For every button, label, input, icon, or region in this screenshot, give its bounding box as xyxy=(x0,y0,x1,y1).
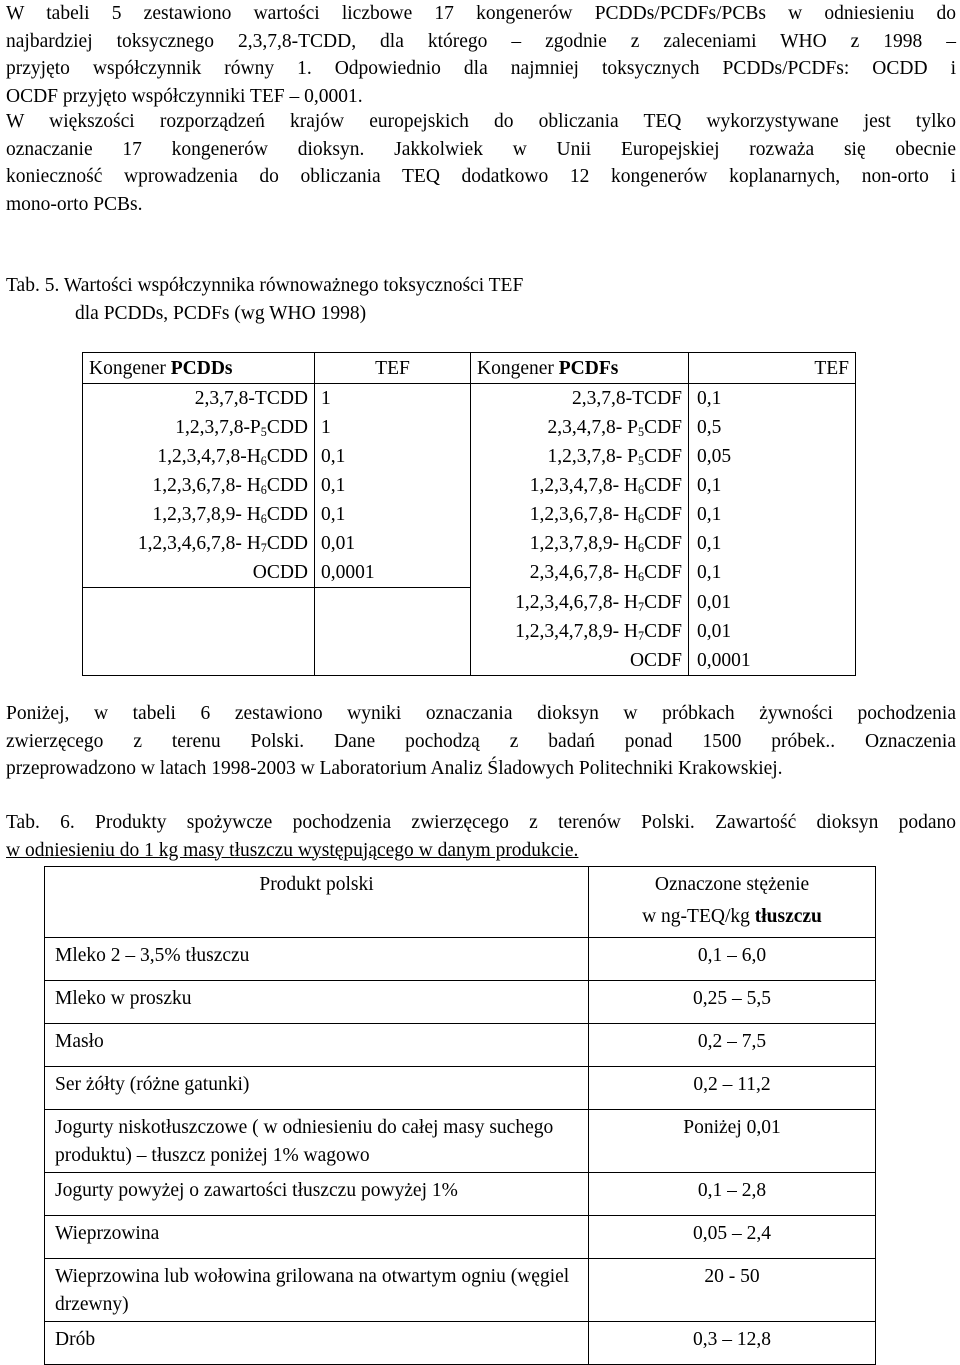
product-name-cell: Wieprzowina xyxy=(45,1216,589,1259)
table-row xyxy=(45,981,876,1024)
pcdd-congener-cell: 1,2,3,4,6,7,8- $H_7CDD$ xyxy=(83,529,315,558)
tef-value-cell: 0,1 xyxy=(689,558,856,588)
text-line: przyjęto współczynnik równy 1. Odpowiednio dla najmniej toksycznych PCDDs/PCDFs: OCDD i xyxy=(6,58,956,79)
pcdf-congener-cell: 2,3,4,6,7,8- $H_6CDF$ xyxy=(471,558,689,588)
tef-value-cell xyxy=(315,588,471,618)
header-cell: TEF xyxy=(315,353,471,384)
table6-caption xyxy=(6,809,956,864)
concentration-cell: 0,2 – 11,2 xyxy=(589,1067,876,1110)
tef-value-cell: 1 xyxy=(315,413,471,442)
product-name-cell: Jogurty powyżej o zawartości tłuszczu powyżej 1% xyxy=(45,1173,589,1216)
concentration-cell: 0,1 – 2,8 xyxy=(589,1173,876,1216)
header-cell: Kongener PCDDs xyxy=(83,353,315,384)
text-line: oznaczanie 17 kongenerów dioksyn. Jakkolwiek w Unii Europejskiej rozważa się obecnie xyxy=(6,138,956,160)
table-row xyxy=(83,442,856,471)
text-line: W tabeli 5 zestawiono wartości liczbowe 17 kongenerów PCDDs/PCDFs/PCBs w odniesieniu do xyxy=(6,3,956,24)
tef-value-cell xyxy=(315,646,471,676)
product-name-cell: Wieprzowina lub wołowina grilowana na otwartym ogniu (węgiel drzewny) xyxy=(45,1259,589,1322)
product-name-cell: Mleko 2 – 3,5% tłuszczu xyxy=(45,938,589,981)
pcdf-congener-cell: OCDF xyxy=(471,646,689,676)
concentration-cell: Poniżej 0,01 xyxy=(589,1110,876,1173)
product-name-cell: Masło xyxy=(45,1024,589,1067)
text-line: OCDF przyjęto współczynniki TEF – 0,0001. xyxy=(6,85,363,107)
table-row xyxy=(83,384,856,414)
tef-value-cell: 0,01 xyxy=(689,617,856,646)
table-row xyxy=(45,938,876,981)
text-line: Poniżej, w tabeli 6 zestawiono wyniki oznaczania dioksyn w próbkach żywności pochodzenia xyxy=(6,703,956,724)
text-line: przeprowadzono w latach 1998-2003 w Laboratorium Analiz Śladowych Politechniki Krakowskiej. xyxy=(6,758,783,779)
product-name-cell: Ser żółty (różne gatunki) xyxy=(45,1067,589,1110)
table-row xyxy=(45,1259,876,1322)
caption-line: Tab. 5. Wartości współczynnika równoważnego toksyczności TEF xyxy=(6,275,524,296)
pcdf-congener-cell: 2,3,7,8-TCDF xyxy=(471,384,689,414)
paragraph-results xyxy=(6,700,956,783)
tef-value-cell: 0,05 xyxy=(689,442,856,471)
pcdd-congener-cell xyxy=(83,588,315,618)
header-cell: Oznaczone stężenie w ng-TEQ/kg tłuszczu xyxy=(589,867,876,938)
tef-value-cell: 1 xyxy=(315,384,471,414)
tef-value-cell: 0,1 xyxy=(315,471,471,500)
table-row xyxy=(83,413,856,442)
table6-products xyxy=(44,866,876,1365)
table-row xyxy=(83,617,856,646)
text-line: zwierzęcego z terenu Polski. Dane pochodzą z badań ponad 1500 próbek.. Oznaczenia xyxy=(6,730,956,752)
product-name-cell: Jogurty niskotłuszczowe ( w odniesieniu do całej masy suchego produktu) – tłuszcz poniżej 1% wagowo xyxy=(45,1110,589,1173)
table-header-row xyxy=(45,867,876,938)
table-row xyxy=(45,1024,876,1067)
tef-value-cell: 0,0001 xyxy=(315,558,471,588)
pcdd-congener-cell: 1,2,3,6,7,8- $H_6CDD$ xyxy=(83,471,315,500)
table-row xyxy=(45,1216,876,1259)
tef-value-cell: 0,1 xyxy=(689,500,856,529)
table5-tef xyxy=(82,352,856,676)
pcdf-congener-cell: 1,2,3,7,8,9- $H_6CDF$ xyxy=(471,529,689,558)
pcdd-congener-cell: 1,2,3,7,8,9- $H_6CDD$ xyxy=(83,500,315,529)
table5-caption xyxy=(6,272,523,328)
pcdd-congener-cell: OCDD xyxy=(83,558,315,588)
pcdf-congener-cell: 1,2,3,4,6,7,8- $H_7CDF$ xyxy=(471,588,689,618)
caption-line: w odniesieniu do 1 kg masy tłuszczu występującego w danym produkcie. xyxy=(6,839,579,861)
pcdd-congener-cell: $1,2,3,4,7,8-H_6CDD$ xyxy=(83,442,315,471)
pcdd-congener-cell xyxy=(83,646,315,676)
tef-value-cell: 0,01 xyxy=(315,529,471,558)
tef-value-cell: 0,1 xyxy=(689,384,856,414)
caption-line: dla PCDDs, PCDFs (wg WHO 1998) xyxy=(75,303,367,324)
text-line: konieczność wprowadzenia do obliczania TEQ dodatkowo 12 kongenerów koplanarnych, non-orto i xyxy=(6,166,956,187)
table-row xyxy=(45,1110,876,1173)
pcdf-congener-cell: 1,2,3,4,7,8,9- $H_7CDF$ xyxy=(471,617,689,646)
pcdf-congener-cell: 2,3,4,7,8- $P_5CDF$ xyxy=(471,413,689,442)
text-line: najbardziej toksycznego 2,3,7,8-TCDD, dla którego – zgodnie z zaleceniami WHO z 1998 – xyxy=(6,30,956,52)
text-line: W większości rozporządzeń krajów europejskich do obliczania TEQ wykorzystywane jest tylko xyxy=(6,111,956,132)
tef-value-cell: 0,1 xyxy=(315,500,471,529)
paragraph-intro xyxy=(6,0,956,110)
table-row xyxy=(83,588,856,618)
concentration-cell: 20 - 50 xyxy=(589,1259,876,1322)
product-name-cell: Drób xyxy=(45,1322,589,1365)
pcdf-congener-cell: 1,2,3,4,7,8- $H_6CDF$ xyxy=(471,471,689,500)
tef-value-cell: 0,1 xyxy=(689,471,856,500)
table-row xyxy=(83,471,856,500)
header-cell: Kongener PCDFs xyxy=(471,353,689,384)
concentration-cell: 0,3 – 12,8 xyxy=(589,1322,876,1365)
pcdf-congener-cell: 1,2,3,6,7,8- $H_6CDF$ xyxy=(471,500,689,529)
header-cell: TEF xyxy=(689,353,856,384)
table-row xyxy=(83,529,856,558)
concentration-cell: 0,2 – 7,5 xyxy=(589,1024,876,1067)
pcdf-congener-cell: 1,2,3,7,8- $P_5CDF$ xyxy=(471,442,689,471)
tef-value-cell: 0,1 xyxy=(315,442,471,471)
table-row xyxy=(83,500,856,529)
table-row xyxy=(45,1067,876,1110)
table-row xyxy=(45,1173,876,1216)
concentration-cell: 0,25 – 5,5 xyxy=(589,981,876,1024)
text-line: mono-orto PCBs. xyxy=(6,193,143,215)
product-name-cell: Mleko w proszku xyxy=(45,981,589,1024)
pcdd-congener-cell xyxy=(83,617,315,646)
tef-value-cell: 0,01 xyxy=(689,588,856,618)
header-cell: Produkt polski xyxy=(45,867,589,938)
pcdd-congener-cell: $1,2,3,7,8-P_5CDD$ xyxy=(83,413,315,442)
table-header-row xyxy=(83,353,856,384)
table-row xyxy=(45,1322,876,1365)
concentration-cell: 0,1 – 6,0 xyxy=(589,938,876,981)
tef-value-cell xyxy=(315,617,471,646)
paragraph-teq xyxy=(6,108,956,218)
table-row xyxy=(83,558,856,588)
tef-value-cell: 0,1 xyxy=(689,529,856,558)
tef-value-cell: 0,5 xyxy=(689,413,856,442)
pcdd-congener-cell: 2,3,7,8-TCDD xyxy=(83,384,315,414)
tef-value-cell: 0,0001 xyxy=(689,646,856,676)
table-row xyxy=(83,646,856,676)
concentration-cell: 0,05 – 2,4 xyxy=(589,1216,876,1259)
caption-line: Tab. 6. Produkty spożywcze pochodzenia zwierzęcego z terenów Polski. Zawartość dioksyn podano xyxy=(6,812,956,833)
